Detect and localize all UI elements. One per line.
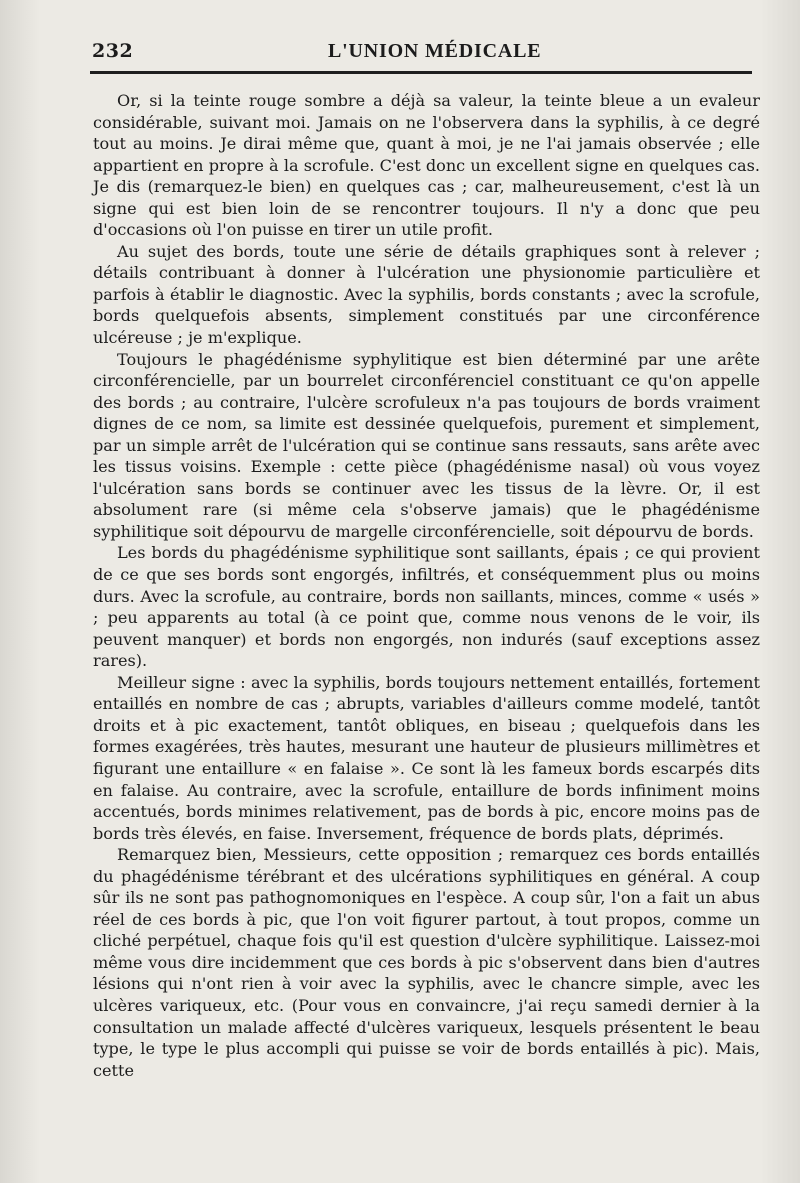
paragraph-6: Remarquez bien, Messieurs, cette opposition ; remarquez ces bords entaillés du phagédénisme térébrant et des ulcérations syphilitiques en général. A coup sûr ils ne sont pas pathognomoniques en l'espèce. A coup sûr, l'on a fait un abus réel de ces bords à pic, que l'on voit figurer partout, à tout propos, comme un cliché perpétuel, chaque fois qu'il est question d'ulcère syphilitique. Laissez-moi même vous dire incidemment que ces bords à pic s'observent dans bien d'autres lésions qui n'ont rien à voir avec la syphilis, avec le chancre simple, avec les ulcères variqueux, etc. (Pour vous en convaincre, j'ai reçu samedi dernier à la consultation un malade affecté d'ulcères variqueux, lesquels présentent le beau type, le type le plus accompli qui puisse se voir de bords entaillés à pic). Mais, cette — [93, 845, 760, 1080]
page-header — [90, 36, 752, 64]
header-rule — [90, 71, 752, 74]
page-number: 232 — [92, 40, 134, 62]
paragraph-2: Au sujet des bords, toute une série de détails graphiques sont à relever ; détails contribuant à donner à l'ulcération une physionomie particulière et parfois à établir le diagnostic. Avec la syphilis, bords constants ; avec la scrofule, bords quelquefois absents, simplement constitués par une circonférence ulcéreuse ; je m'explique. — [93, 241, 760, 348]
paragraph-3: Toujours le phagédénisme syphylitique est bien déterminé par une arête circonférencielle, par un bourrelet circonférenciel constituant ce qu'on appelle des bords ; au contraire, l'ulcère scrofuleux n'a pas toujours de bords vraiment dignes de ce nom, sa limite est dessinée quelquefois, purement et simplement, par un simple arrêt de l'ulcération qui se continue sans ressauts, sans arête avec les tissus voisins. Exemple : cette pièce (phagédénisme nasal) où vous voyez l'ulcération sans bords se continuer avec les tissus de la lèvre. Or, il est absolument rare (si même cela s'observe jamais) que le phagédénisme syphilitique soit dépourvu de margelle circonférencielle, soit dépourvu de bords. — [93, 349, 760, 541]
paragraph-5: Meilleur signe : avec la syphilis, bords toujours nettement entaillés, fortement entaillés en nombre de cas ; abrupts, variables d'ailleurs comme modelé, tantôt droits et à pic exactement, tantôt obliques, en biseau ; quelquefois dans les formes exagérées, très hautes, mesurant une hauteur de plusieurs millimètres et figurant une entaillure « en falaise ». Ce sont là les fameux bords escarpés dits en falaise. Au contraire, avec la scrofule, entaillure de bords infiniment moins accentués, bords minimes relativement, pas de bords à pic, encore moins pas de bords très élevés, en faise. Inversement, fréquence de bords plats, déprimés. — [93, 672, 760, 843]
paragraph-4: Les bords du phagédénisme syphilitique sont saillants, épais ; ce qui provient de ce que ses bords sont engorgés, infiltrés, et conséquemment plus ou moins durs. Avec la scrofule, au contraire, bords non saillants, minces, comme « usés » ; peu apparents au total (à ce point que, comme nous venons de le voir, ils peuvent manquer) et bords non engorgés, non indurés (sauf exceptions assez rares). — [93, 543, 760, 671]
running-title: L'UNION MÉDICALE — [328, 40, 542, 62]
paragraph-1: Or, si la teinte rouge sombre a déjà sa valeur, la teinte bleue a un evaleur considérable, suivant moi. Jamais on ne l'observera dans la syphilis, à ce degré tout au moins. Je dirai même que, quant à moi, je ne l'ai jamais observée ; elle appartient en propre à la scrofule. C'est donc un excellent signe en quelques cas. Je dis (remarquez-le bien) en quelques cas ; car, malheureusement, c'est là un signe qui est bien loin de se rencontrer toujours. Il n'y a donc que peu d'occasions où l'on puisse en tirer un utile profit. — [93, 91, 760, 240]
body-text — [93, 90, 760, 1081]
